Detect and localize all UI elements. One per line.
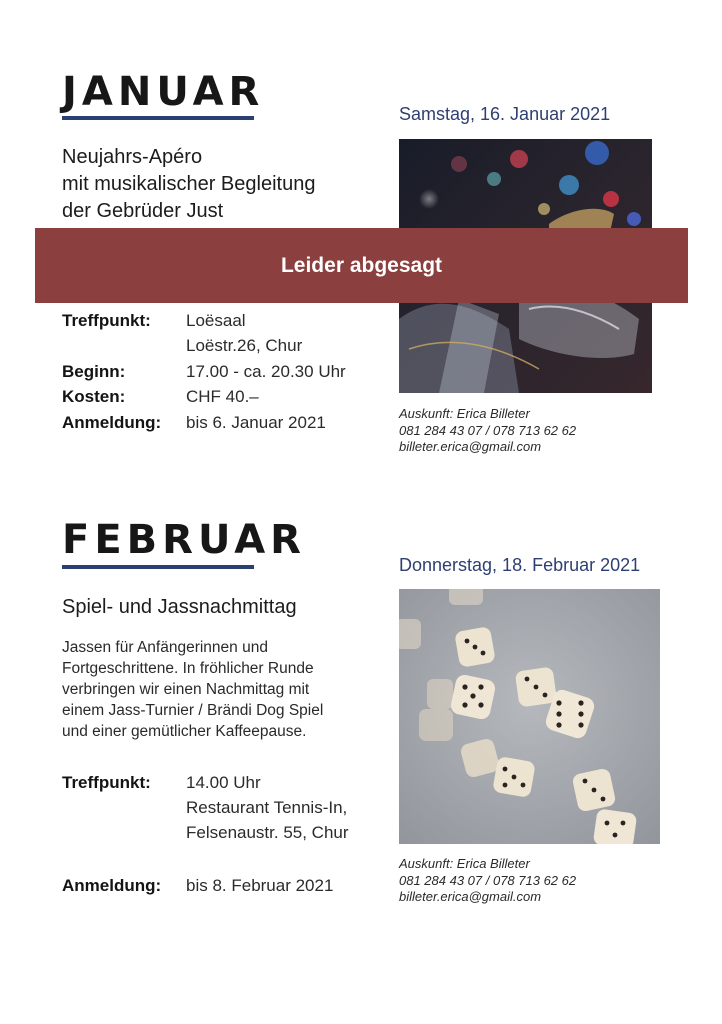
cancelled-banner-text: Leider abgesagt <box>280 253 443 277</box>
label-anmeldung-february: Anmeldung: <box>62 876 162 895</box>
event-title-january <box>62 144 382 225</box>
value-anmeldung-february: bis 8. Februar 2021 <box>186 876 334 895</box>
contact-info-january <box>399 406 576 456</box>
value-kosten-january: CHF 40.– <box>186 387 259 406</box>
contact-name: Auskunft: Erica Billeter <box>399 406 530 421</box>
dice-photo-icon <box>399 589 660 844</box>
value-treffpunkt-january-line1: Loësaal <box>186 311 246 330</box>
label-kosten-january: Kosten: <box>62 387 126 406</box>
value-treffpunkt-february-line1: 14.00 Uhr <box>186 773 261 792</box>
month-heading-february: FEBRUAR <box>62 517 306 563</box>
label-anmeldung-january: Anmeldung: <box>62 413 162 432</box>
contact-info-february <box>399 856 576 906</box>
event-date-february: Donnerstag, 18. Februar 2021 <box>399 555 641 575</box>
description-line: und einer gemütlicher Kaffeepause. <box>62 723 307 740</box>
event-description-february <box>62 637 382 742</box>
title-line: der Gebrüder Just <box>62 200 224 222</box>
description-line: verbringen wir einen Nachmittag mit <box>62 681 310 698</box>
value-treffpunkt-february-line2: Restaurant Tennis-In, <box>186 798 348 817</box>
value-treffpunkt-february-line3: Felsenaustr. 55, Chur <box>186 823 349 842</box>
description-line: Fortgeschrittene. In fröhlicher Runde <box>62 660 314 677</box>
contact-email[interactable]: billeter.erica@gmail.com <box>399 439 542 454</box>
month-underline-february <box>62 565 254 569</box>
title-line: Neujahrs-Apéro <box>62 146 203 168</box>
value-anmeldung-january: bis 6. Januar 2021 <box>186 413 326 432</box>
label-treffpunkt-january: Treffpunkt: <box>62 311 151 330</box>
contact-phones: 081 284 43 07 / 078 713 62 62 <box>399 422 577 438</box>
contact-name: Auskunft: Erica Billeter <box>399 856 530 871</box>
event-title-february: Spiel- und Jassnachmittag <box>62 596 297 618</box>
label-beginn-january: Beginn: <box>62 362 126 381</box>
cancelled-banner <box>35 228 688 303</box>
contact-phones: 081 284 43 07 / 078 713 62 62 <box>399 872 577 888</box>
value-beginn-january: 17.00 - ca. 20.30 Uhr <box>186 362 346 381</box>
value-treffpunkt-january-line2: Loëstr.26, Chur <box>186 336 303 355</box>
month-underline-january <box>62 116 254 120</box>
description-line: Jassen für Anfängerinnen und <box>62 639 268 656</box>
description-line: einem Jass-Turnier / Brändi Dog Spiel <box>62 702 324 719</box>
contact-email[interactable]: billeter.erica@gmail.com <box>399 889 542 904</box>
dice-photo <box>399 589 660 844</box>
month-heading-january: JANUAR <box>62 69 265 115</box>
title-line: mit musikalischer Begleitung <box>62 173 316 195</box>
label-treffpunkt-february: Treffpunkt: <box>62 773 151 792</box>
event-date-january: Samstag, 16. Januar 2021 <box>399 104 611 124</box>
